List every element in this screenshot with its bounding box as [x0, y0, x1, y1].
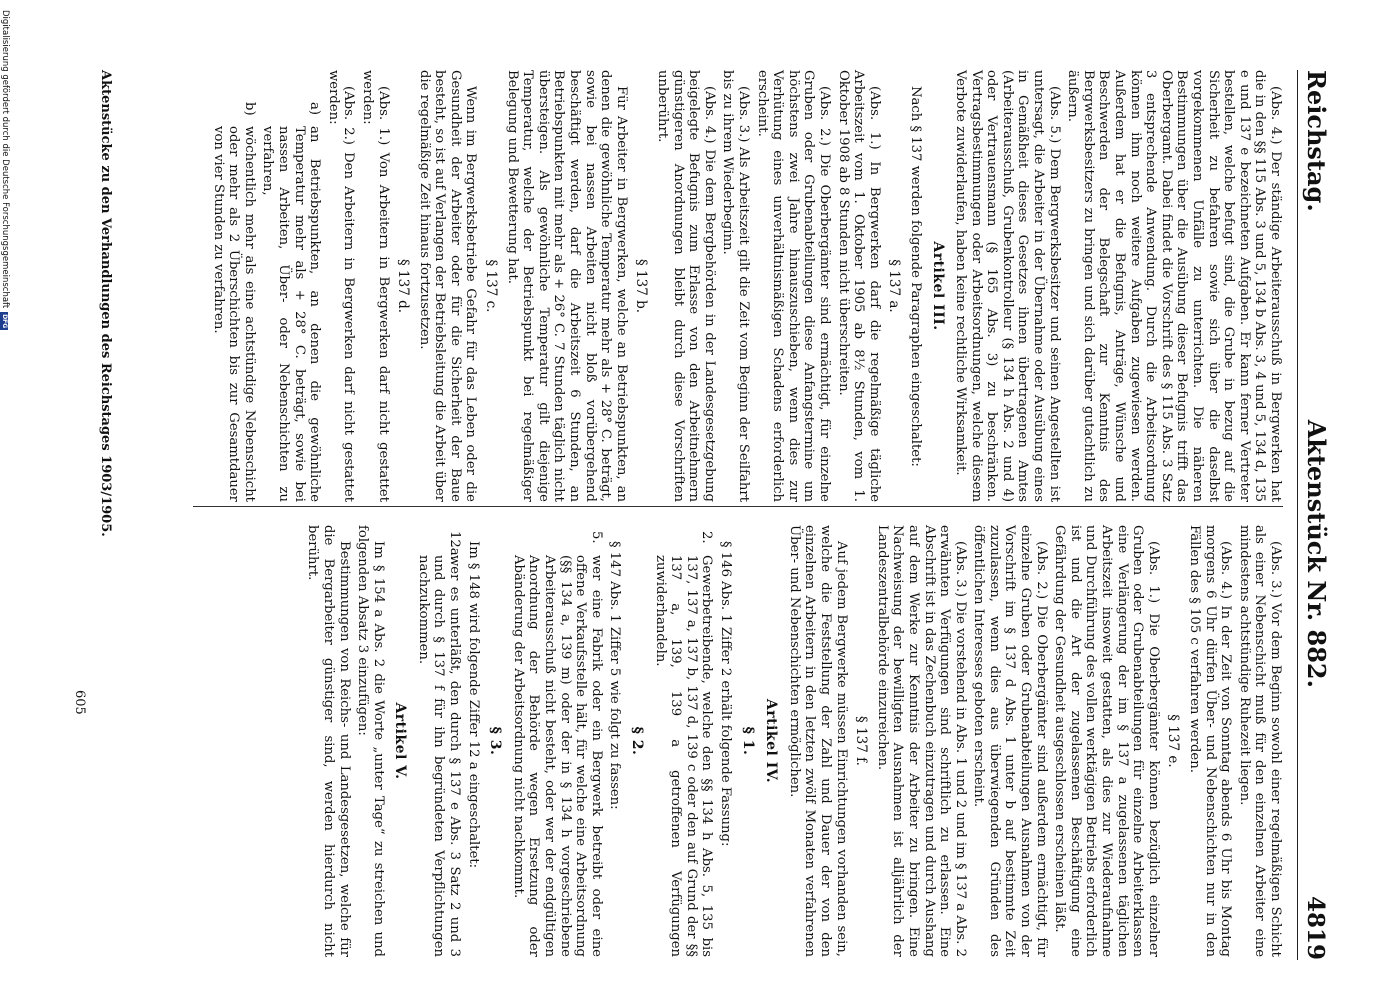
page-header	[1297, 70, 1335, 960]
list-item-label: b)	[241, 102, 257, 116]
paragraph-heading: § 137 d.	[395, 258, 412, 314]
section-heading: § 2.	[629, 726, 646, 756]
list-item-text: wöchentlich mehr als eine achtstündige Nebenschicht oder mehr als 2 Überschichten bis zur Gesamtdauer von vier Stunden zu verfahren.	[210, 126, 257, 502]
right-column	[302, 525, 1283, 957]
body-paragraph: Im § 148 wird folgende Ziffer 12 a eingeschaltet:	[465, 541, 481, 869]
body-paragraph: Für Arbeiter in Bergwerken, welche an Betriebspunkten, an denen die gewöhnliche Temperatur mehr als + 28° C. beträgt, sowie bei nassen Arbeiten nicht bloß vorübergehend beschäftigt werden, darf die Arbeitszeit 6 Stunden, an Betriebspunkten mit mehr als + 26° C. 7 Stunden täglich nicht übersteigen. Als gewöhnliche Temperatur gilt diejenige Temperatur, welche der Betriebspunkt bei regelmäßiger Belegung und Bewetterung hat.	[504, 70, 629, 502]
footer-collection-title: Aktenstücke zu den Verhandlungen des Reichstages 1903/1905.	[98, 70, 113, 537]
footer-page-number: 605	[72, 690, 87, 715]
body-paragraph: Nach § 137 werden folgende Paragraphen eingeschaltet:	[907, 86, 923, 467]
body-paragraph: (Abs. 4.) Der ständige Arbeiterausschuß in Bergwerken hat die in den §§ 115 Abs. 3 und 5, 134 b Abs. 3, 4 und 5, 134 d, 135 e und 137 e bezeichneten Aufgaben. Er kann ferner Vertreter bestellen, welche befugt sind, die Grube in bezug auf die Sicherheit zu befahren sowie sich über die daselbst vorgekommenen Unfälle zu unterrichten. Die näheren Bestimmungen über die Ausübung dieser Befugnis trifft das Oberbergamt. Dabei findet die Vorschrift des § 115 Abs. 3 Satz 3 entsprechende Anwendung. Durch die Arbeitsordnung können ihm noch weitere Aufgaben zugewiesen werden. Außerdem hat er die Befugnis, Anträge, Wünsche und Beschwerden der Belegschaft zur Kenntnis des Bergwerksbesitzers zu bringen und sich darüber gutachtlich zu äußern.	[1065, 70, 1283, 502]
dfg-logo-icon: DFG	[1, 314, 9, 329]
body-paragraph: (Abs. 1.) Von Arbeitern in Bergwerken darf nicht gestattet werden:	[359, 70, 391, 502]
list-item-label: 5.	[588, 531, 604, 544]
body-paragraph: (Abs. 2.) Die Oberbergämter sind ermächtigt, für einzelne Gruben oder Grubenabteilungen diese Anfangstermine um höchstens zwei Jahre hinauszuschieben, wenn dies zur Verhütung eines unverhältnismäßigen Schadens erforderlich erscheint.	[754, 70, 832, 502]
list-item-text: Gewerbetreibende, welche den §§ 134 h Abs. 5, 135 bis 137, 137 a, 137 b, 137 d, 139 c oder den auf Grund der §§ 137 a, 139, 139 a getroffenen Verfügungen zuwiderhandeln.	[652, 555, 715, 957]
list-item	[415, 525, 462, 957]
list-item	[260, 70, 322, 502]
body-paragraph: (Abs. 4.) Die dem Bergbehörden in der Landesgesetzgebung beigelegte Befugnis zum Erlasse von den Arbeitnehmern günstigeren Anordnungen bleibt durch diese Vorschriften unberührt.	[655, 70, 717, 502]
body-paragraph: (Abs. 3.) Vor dem Beginn sowohl einer regelmäßigen Schicht als einer Nebenschicht muß für den einzelnen Arbeiter eine mindestens achtstündige Ruhezeit liegen.	[1236, 525, 1283, 957]
paragraph-heading: § 137 c.	[483, 259, 500, 313]
column-divider	[193, 506, 1283, 507]
body-paragraph: (Abs. 2.) Den Arbeitern in Bergwerken darf nicht gestattet werden:	[325, 70, 357, 502]
body-paragraph: Auf jedem Bergwerke müssen Einrichtungen vorhanden sein, welche die Feststellung der Zahl und Dauer der von den einzelnen Arbeitern in den letzten zwölf Monaten verfahrenen Über- und Nebenschichten ermöglichen.	[786, 525, 849, 957]
list-item	[210, 70, 257, 502]
body-paragraph: § 147 Abs. 1 Ziffer 5 wie folgt zu fassen:	[607, 541, 623, 810]
body-paragraph: (Abs. 5.) Dem Bergwerksbesitzer und seinen Angestellten ist untersagt, die Arbeiter in der Übernahme oder Ausübung eines in Gemäßheit dieses Gesetzes ihnen übertragenen Amtes (Arbeiterausschuß, Grubenkontrolleur (§ 134 h Abs. 2 und 4) oder Vertrauensmann (§ 165 Abs. 3) zu beschränken. Vertragsbestimmungen oder Arbeitsordnungen, welche diesem Verbote zuwiderlaufen, haben keine rechtliche Wirksamkeit.	[953, 70, 1062, 502]
body-paragraph: (Abs. 1.) Die Oberbergämter können bezüglich einzelner Gruben oder Grubenabteilungen für einzelne Arbeiterklassen eine Verlängerung der im § 137 a zugelassenen täglichen Arbeitszeit insoweit gestatten, als dies zur Wiederaufnahme und Durchführung des vollen werktägigen Betriebs erforderlich ist und die Art der zugelassenen Beschäftigung eine Gefährdung der Gesundheit ausgeschlossen erscheinen läßt.	[1052, 525, 1161, 957]
digitization-note	[0, 0, 9, 1000]
section-heading: Artikel V.	[392, 702, 409, 780]
paragraph-heading: § 137 b.	[633, 258, 650, 314]
header-title: Aktenstück Nr. 882.	[1302, 419, 1331, 688]
body-paragraph: (Abs. 2.) Die Oberbergämter sind außerdem ermächtigt, für einzelne Gruben oder Grubenabteilungen Ausnahmen von der Vorschrift im § 137 d Abs. 1 unter b auf bestimmte Zeit zuzulassen, wenn dies aus überwiegenden Gründen des öffentlichen Interesses geboten erscheint.	[971, 525, 1049, 957]
body-paragraph: (Abs. 4.) In der Zeit von Sonntag abends 6 Uhr bis Montag morgens 6 Uhr dürfen Über- und Nebenschichten nur in den Fällen des § 105 c verfahren werden.	[1187, 525, 1234, 957]
body-paragraph: Wenn im Bergwerksbetriebe Gefahr für das Leben oder die Gesundheit der Arbeiter oder für die Sicherheit der Baue besteht, so ist auf Verlangen der Betriebsleitung die Arbeit über die regelmäßige Zeit hinaus fortzusetzen.	[416, 70, 479, 502]
header-page-number: 4819	[1302, 895, 1329, 960]
list-item-label: a)	[307, 102, 323, 116]
paragraph-heading: § 137 f.	[853, 716, 870, 766]
body-paragraph: § 146 Abs. 1 Ziffer 2 erhält folgende Fassung:	[718, 541, 733, 847]
body-paragraph: (Abs. 1.) In Bergwerken darf die regelmäßige tägliche Arbeitszeit vom 1. Oktober 1905 ab 8½ Stunden, vom 1. Oktober 1908 ab 8 Stunden nicht überschreiten.	[835, 70, 882, 502]
list-item	[652, 525, 714, 957]
list-item-text: wer es unterläßt, den durch § 137 e Abs. 3 Satz 2 und 3 und durch § 137 f für ihn begründeten Verpflichtungen nachzukommen.	[415, 555, 463, 957]
left-column	[207, 70, 1283, 502]
section-heading: § 1.	[739, 726, 756, 756]
body-paragraph: Bestimmungen von Reichs- und Landesgesetzen, welche für die Bergarbeiter günstiger sind, werden hierdurch nicht berührt.	[305, 525, 352, 957]
list-item-text: an Betriebspunkten, an denen die gewöhnliche Temperatur mehr als + 28° C. beträgt, sowie bei nassen Arbeiten, Über- oder Nebenschichten zu verfahren,	[260, 126, 323, 502]
header-left: Reichstag.	[1302, 70, 1331, 212]
section-heading: Artikel III.	[929, 241, 946, 331]
list-item-text: wer eine Fabrik oder ein Bergwerk betreibt oder eine offene Verkaufsstelle hält, für welche eine Arbeitsordnung (§§ 134 a, 139 m) oder der in § 134 h vorgeschriebene Arbeiterausschuß nicht besteht, oder wer der endgültigen Anordnung der Behörde wegen Ersetzung oder Abänderung der Arbeitsordnung nicht nachkommt.	[510, 555, 604, 957]
list-item-label: 2.	[699, 531, 715, 544]
paragraph-heading: § 137 e.	[1165, 714, 1182, 768]
section-heading: Artikel IV.	[763, 698, 780, 784]
digitization-text: Digitalisierung gefördert durch die Deutsche Forschungsgemeinschaft	[0, 10, 10, 309]
section-heading: § 3.	[487, 726, 504, 756]
paragraph-heading: § 137 a.	[886, 259, 903, 313]
body-paragraph: (Abs. 3.) Die vorstehend in Abs. 1 und 2 und im § 137 a Abs. 2 erwähnten Verfügungen sind schriftlich zu erlassen. Eine Abschrift ist in das Zechenbuch einzutragen und durch Aushang auf dem Werke zur Kenntnis der Arbeiter zu bringen. Eine Nachweisung der bewilligten Ausnahmen ist alljährlich der Landeszentralbehörde einzureichen.	[874, 525, 968, 957]
list-item-label: 12a.	[447, 531, 463, 560]
body-paragraph: (Abs. 3.) Als Arbeitszeit gilt die Zeit vom Beginn der Seilfahrt bis zu ihrem Wiederbeginn.	[720, 70, 751, 502]
list-item	[510, 525, 604, 957]
body-paragraph: Im § 154 a Abs. 2 die Worte „unter Tage“ zu streichen und folgenden Absatz 3 einzufügen:	[355, 525, 386, 957]
